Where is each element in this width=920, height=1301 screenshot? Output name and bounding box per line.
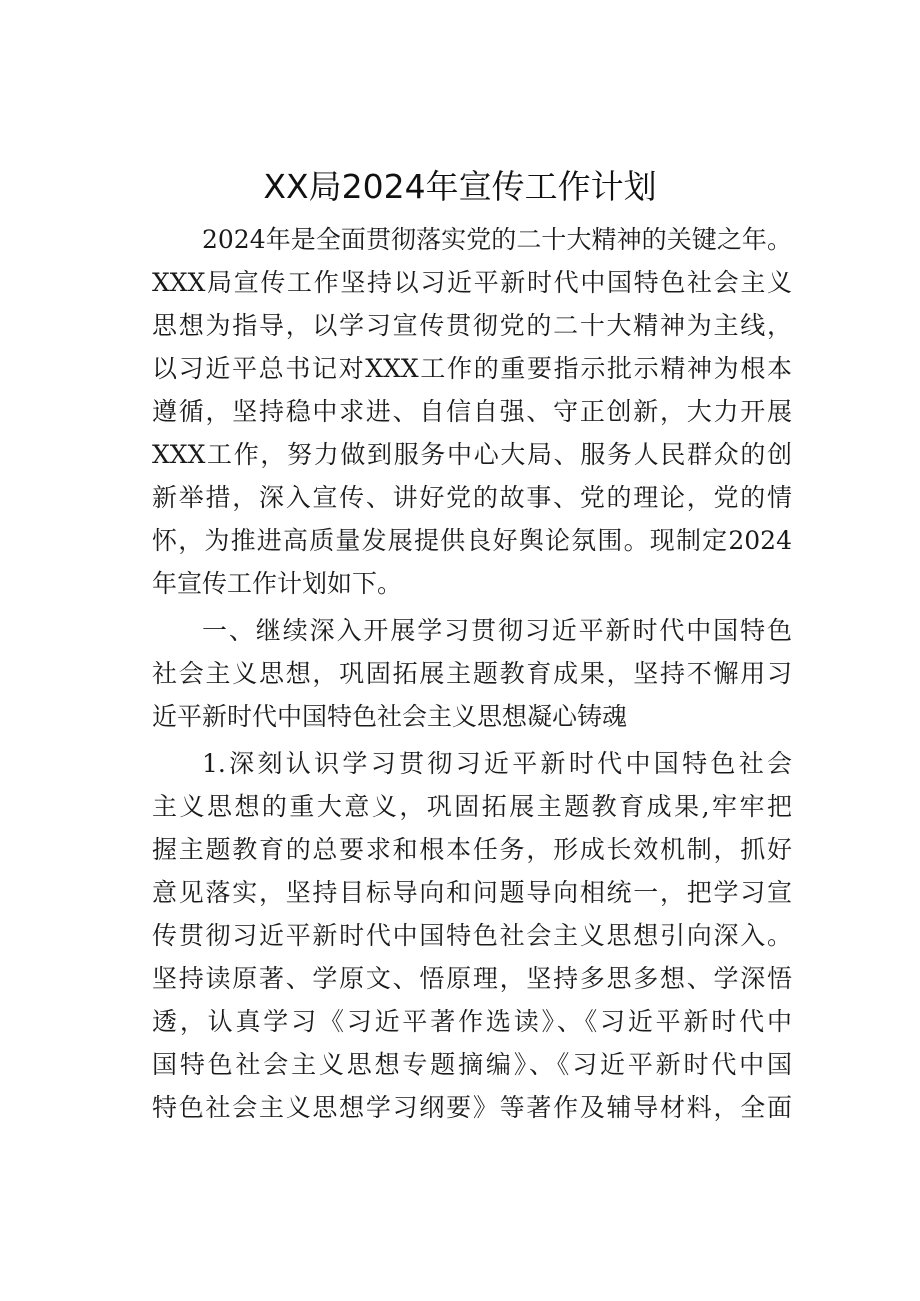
text-line: 1.深刻认识学习贯彻习近平新时代中国特色社会	[202, 749, 792, 778]
text-line: 思想为指导，以学习宣传贯彻党的二十大精神为主线，	[152, 311, 792, 340]
text-line: 怀，为推进高质量发展提供良好舆论氛围。现制定2024	[152, 526, 792, 555]
section-heading-line: 社会主义思想，巩固拓展主题教育成果，坚持不懈用习	[152, 659, 792, 688]
text-line: 国特色社会主义思想专题摘编》、《习近平新时代中国	[152, 1050, 792, 1079]
section-heading-line: 近平新时代中国特色社会主义思想凝心铸魂	[152, 702, 628, 731]
text-line: XXX局宣传工作坚持以习近平新时代中国特色社会主义	[152, 268, 792, 297]
text-line: XXX工作，努力做到服务中心大局、服务人民群众的创	[152, 440, 792, 469]
text-line: 坚持读原著、学原文、悟原理，坚持多思多想、学深悟	[152, 964, 792, 993]
document-title: XX局2024年宣传工作计划	[263, 167, 657, 206]
text-line: 特色社会主义思想学习纲要》等著作及辅导材料，全面	[152, 1093, 792, 1122]
text-line: 2024年是全面贯彻落实党的二十大精神的关键之年。	[202, 225, 792, 254]
text-line: 以习近平总书记对XXX工作的重要指示批示精神为根本	[152, 354, 792, 383]
text-line: 透，认真学习《习近平著作选读》、《习近平新时代中	[152, 1007, 792, 1036]
text-line: 意见落实，坚持目标导向和问题导向相统一，把学习宣	[152, 878, 792, 907]
text-line: 遵循，坚持稳中求进、自信自强、守正创新，大力开展	[152, 397, 792, 426]
text-line: 新举措，深入宣传、讲好党的故事、党的理论，党的情	[152, 483, 792, 512]
text-line: 主义思想的重大意义，巩固拓展主题教育成果,牢牢把	[152, 792, 792, 821]
text-line: 握主题教育的总要求和根本任务，形成长效机制，抓好	[152, 835, 792, 864]
section-heading-line: 一、继续深入开展学习贯彻习近平新时代中国特色	[202, 616, 792, 645]
text-line: 传贯彻习近平新时代中国特色社会主义思想引向深入。	[152, 921, 792, 950]
text-line: 年宣传工作计划如下。	[152, 569, 403, 598]
